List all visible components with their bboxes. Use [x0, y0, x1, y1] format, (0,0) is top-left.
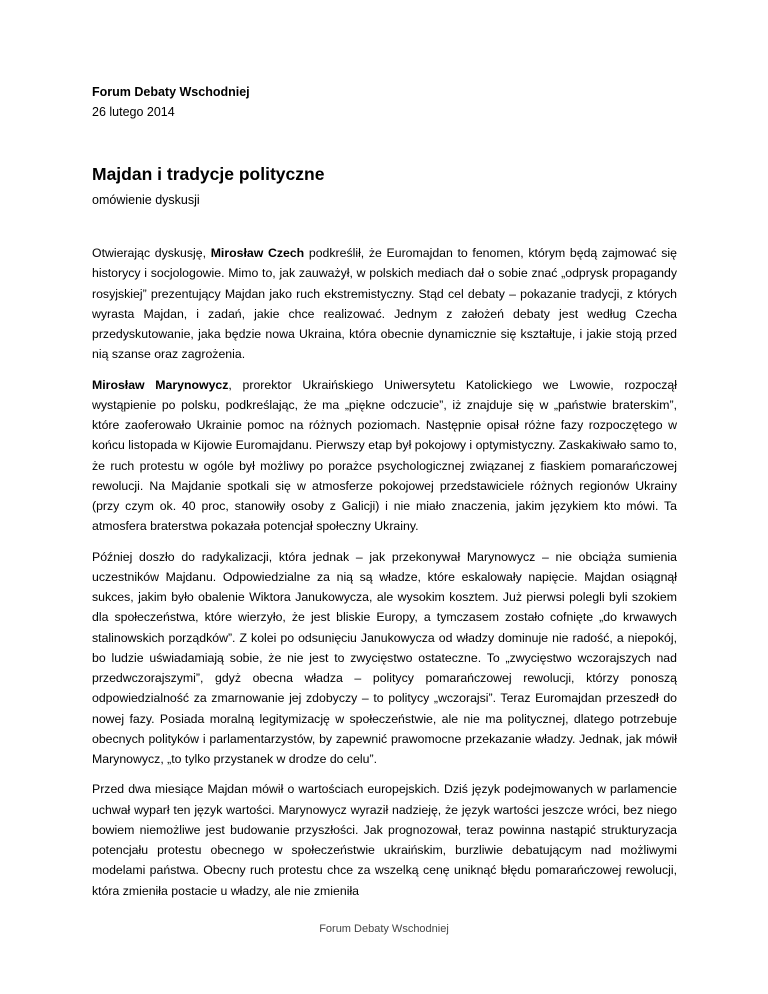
paragraph-3: Później doszło do radykalizacji, która jednak – jak przekonywał Marynowycz – nie obciąża sumienia uczestników Majdanu. Odpowiedzialne za nią są władze, które eskalowały napięcie. Majdan osiągnął sukces, jakim było obalenie Wiktora Janukowycza, ale wysokim kosztem. Już pierwsi polegli byli szokiem dla społeczeństwa, które wierzyło, że jest bliskie Europy, a tymczasem zostało cofnięte „do krwawych stalinowskich porządków”. Z kolei po odsunięciu Janukowycza od władzy dominuje nie radość, a niepokój, bo ludzie uświadamiają sobie, że nie jest to zwycięstwo ostateczne. To „zwycięstwo wczorajszych nad przedwczorajszymi”, gdyż obecna władza – politycy pomarańczowej rewolucji, którzy ponoszą odpowiedzialność za zmarnowanie jej zdobyczy – to politycy „wczorajsi”. Teraz Euromajdan przeszedł do nowej fazy. Posiada moralną legitymizację w społeczeństwie, ale nie ma politycznej, dlatego potrzebuje obecnych polityków i parlamentarzystów, by zapewnić prawomocne przekazanie władzy. Jednak, jak mówił Marynowycz, „to tylko przystanek w drodze do celu”.: [92, 549, 677, 766]
title-block: [92, 162, 324, 210]
page-title: Majdan i tradycje polityczne: [92, 164, 325, 184]
speaker-name-czech: Mirosław Czech: [210, 246, 305, 260]
paragraph-2: [92, 375, 677, 537]
paragraph-1-lead: Otwierając dyskusję,: [92, 246, 211, 260]
speaker-name-marynowycz: Mirosław Marynowycz: [92, 377, 229, 392]
page-footer: Forum Debaty Wschodniej: [319, 923, 449, 935]
organization-name: Forum Debaty Wschodniej: [92, 85, 250, 99]
paragraph-4: Przed dwa miesiące Majdan mówił o wartościach europejskich. Dziś język podejmowanych w parlamencie uchwał wyparł ten język wartości. Marynowycz wyraził nadzieję, że język wartości jeszcze wróci, bez niego bowiem niemożliwe jest budowanie przyszłości. Jak prognozował, teraz powinna nastąpić strukturyzacja potencjału protestu obecnego w społeczeństwie ukraińskim, burzliwie debatującym nad możliwymi modelami państwa. Obecny ruch protestu chce za wszelką cenę uniknąć błędu pomarańczowej rewolucji, która zmieniła postacie u władzy, ale nie zmieniła: [92, 782, 677, 898]
page-subtitle: omówienie dyskusji: [92, 193, 200, 207]
document-date: 26 lutego 2014: [92, 105, 175, 119]
paragraph-2-text: , prorektor Ukraińskiego Uniwersytetu Katolickiego we Lwowie, rozpoczął wystąpienie po polsku, podkreślając, że ma „piękne odczucie”, iż znajduje się w „państwie braterskim”, które zaoferowało Ukrainie pomoc na różnych poziomach. Następnie opisał różne fazy rozpoczętego w końcu listopada w Kijowie Euromajdanu. Pierwszy etap był pokojowy i optymistyczny. Zaskakiwało samo to, że ruch protestu w ogóle był możliwy po porażce psychologicznej związanej z fiaskiem pomarańczowej rewolucji. Na Majdanie spotkali się w atmosferze pokojowej przedstawiciele różnych regionów Ukrainy (przy czym ok. 40 proc, stanowiły osoby z Galicji) i nie miało znaczenia, jakim językiem kto mówi. Ta atmosfera braterstwa pokazała potencjał społeczny Ukrainy.: [92, 377, 677, 534]
paragraph-1-text: podkreślił, że Euromajdan to fenomen, którym będą zajmować się historycy i socjologowie. Mimo to, jak zauważył, w polskich mediach dał o sobie znać „odprysk propagandy rosyjskiej” prezentujący Majdan jako ruch ekstremistyczny. Stąd cel debaty – pokazanie tradycji, z których wyrasta Majdan, i zadań, jakie chce realizować. Jednym z założeń debaty jest według Czecha przedyskutowanie, jaka będzie nowa Ukraina, która obecnie dynamicznie się kształtuje, i jakie stoją przed nią szanse oraz zagrożenia.: [92, 246, 677, 362]
paragraph-1: [92, 243, 677, 365]
document-header: [92, 82, 250, 122]
document-body: [92, 243, 677, 911]
